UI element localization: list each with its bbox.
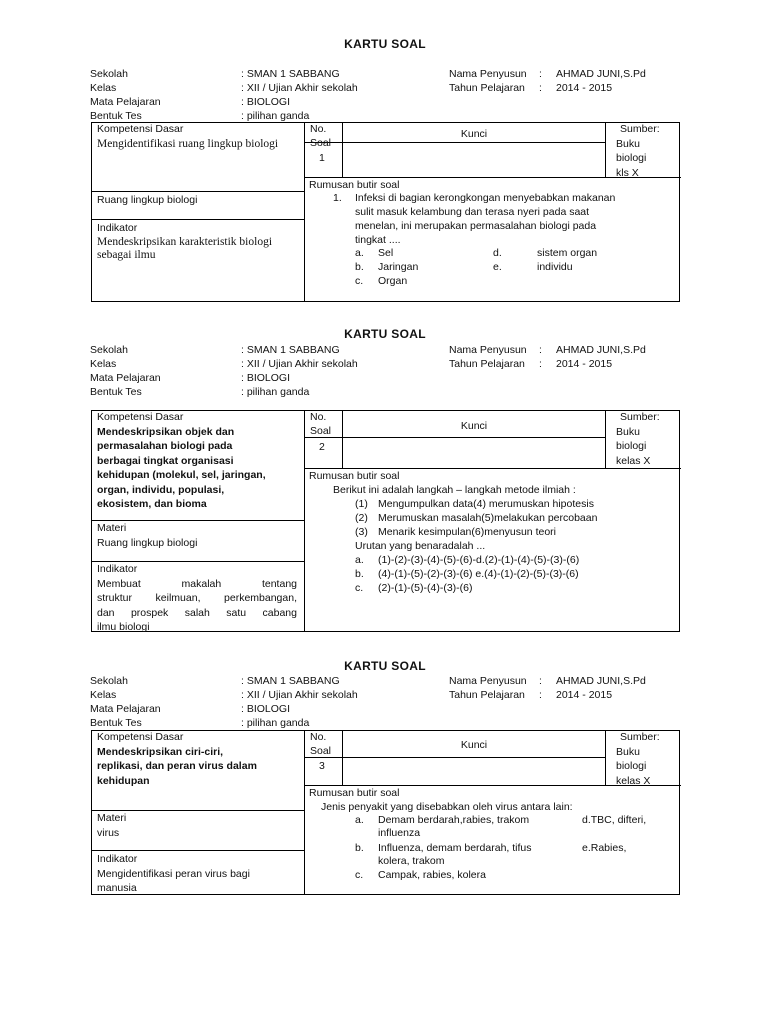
kelas-label: Kelas — [90, 689, 117, 701]
indikator-label: Indikator — [97, 222, 138, 234]
kd-line: Mendeskripsikan ciri-ciri, — [97, 745, 224, 758]
bentuk-value: : pilihan ganda — [241, 110, 310, 122]
kelas-value: : XII / Ujian Akhir sekolah — [241, 82, 358, 94]
rumusan-label: Rumusan butir soal — [309, 470, 400, 482]
kelas-label: Kelas — [90, 358, 117, 370]
no-value: 2 — [319, 441, 325, 453]
penyusun-colon: : — [539, 675, 542, 687]
no-value: 3 — [319, 760, 325, 772]
materi-label: Materi — [97, 812, 127, 824]
kd-line: Mendeskripsikan objek dan — [97, 425, 235, 438]
materi-text: Ruang lingkup biologi — [97, 194, 198, 206]
kd-line: kehidupan — [97, 774, 150, 787]
option-text-cont: influenza — [378, 827, 421, 839]
option-text-cont: kolera, trakom — [378, 855, 445, 867]
sumber-label: Sumber: — [620, 123, 660, 135]
bentuk-label: Bentuk Tes — [90, 110, 142, 122]
indikator-line: manusia — [97, 882, 137, 894]
kelas-value: : XII / Ujian Akhir sekolah — [241, 689, 358, 701]
penyusun-value: AHMAD JUNI,S.Pd — [556, 675, 646, 687]
option-text: Jaringan — [378, 261, 419, 273]
question-line: tingkat .... — [355, 234, 401, 246]
sumber-line: Buku — [616, 425, 640, 438]
mapel-label: Mata Pelajaran — [90, 96, 161, 108]
kelas-value: : XII / Ujian Akhir sekolah — [241, 358, 358, 370]
indikator-line: ilmu biologi — [97, 621, 150, 633]
materi-label: Materi — [97, 522, 127, 534]
option-text: Campak, rabies, kolera — [378, 869, 486, 881]
penyusun-colon: : — [539, 344, 542, 356]
no-label: No. — [310, 411, 327, 423]
mapel-label: Mata Pelajaran — [90, 703, 161, 715]
question-line: sulit masuk kelambung dan terasa nyeri pada saat — [355, 206, 590, 218]
option-letter: c. — [355, 582, 364, 594]
tahun-label: Tahun Pelajaran — [449, 358, 525, 370]
option-letter: a. — [355, 814, 364, 826]
sumber-line: biologi — [616, 152, 647, 164]
indikator-line: dan prospek salah satu cabang — [97, 606, 297, 619]
option-text: Organ — [378, 275, 408, 287]
step-number: (2) — [355, 512, 368, 524]
penyusun-label: Nama Penyusun — [449, 344, 527, 356]
step-number: (3) — [355, 526, 368, 538]
kd-line: kehidupan (molekul, sel, jaringan, — [97, 469, 266, 481]
penyusun-value: AHMAD JUNI,S.Pd — [556, 68, 646, 80]
option-text: Demam berdarah,rabies, trakom — [378, 814, 530, 826]
mapel-value: : BIOLOGI — [241, 96, 291, 108]
step-text: Merumuskan masalah(5)melakukan percobaan — [378, 512, 598, 524]
question-stem: Jenis penyakit yang disebabkan oleh virus antara lain: — [321, 801, 573, 813]
soal-table — [91, 730, 680, 895]
mapel-value: : BIOLOGI — [241, 372, 291, 384]
option-letter: a. — [355, 247, 364, 259]
kunci-label: Kunci — [460, 420, 488, 432]
tahun-value: 2014 - 2015 — [556, 358, 613, 370]
sekolah-label: Sekolah — [90, 344, 128, 356]
sumber-line: Buku — [616, 745, 640, 758]
no-label: No. — [310, 731, 327, 743]
materi-text: virus — [97, 826, 120, 839]
bentuk-value: : pilihan ganda — [241, 386, 310, 398]
option-letter: a. — [355, 554, 364, 566]
sumber-line: biologi — [616, 440, 647, 452]
sumber-line: kelas X — [616, 454, 651, 467]
bentuk-value: : pilihan ganda — [241, 717, 310, 729]
tahun-colon: : — [539, 358, 542, 370]
option-text: (1)-(2)-(3)-(4)-(5)-(6)-d.(2)-(1)-(4)-(5)-(3)-(6) — [378, 554, 580, 566]
question-number: 1. — [333, 192, 342, 204]
bentuk-label: Bentuk Tes — [90, 717, 142, 729]
question-line: Infeksi di bagian kerongkongan menyebabkan makanan — [355, 192, 616, 204]
option-letter: e. — [493, 261, 502, 273]
kd-label: Kompetensi Dasar — [97, 123, 184, 135]
option-text: Sel — [378, 247, 394, 259]
kd-line: organ, individu, populasi, — [97, 483, 225, 496]
option-extra: e.Rabies, — [582, 842, 627, 854]
urutan-text: Urutan yang benaradalah ... — [355, 540, 486, 552]
option-letter: b. — [355, 261, 364, 273]
tahun-label: Tahun Pelajaran — [449, 82, 525, 94]
penyusun-label: Nama Penyusun — [449, 68, 527, 80]
indikator-line: struktur keilmuan, perkembangan, — [97, 592, 297, 604]
option-letter: b. — [355, 568, 364, 580]
option-text: (2)-(1)-(5)-(4)-(3)-(6) — [378, 582, 473, 594]
penyusun-label: Nama Penyusun — [449, 675, 527, 687]
option-letter: c. — [355, 869, 364, 881]
soal-label: Soal — [310, 744, 332, 757]
option-letter: b. — [355, 842, 364, 854]
indikator-label: Indikator — [97, 853, 138, 865]
kunci-label: Kunci — [460, 128, 488, 140]
sumber-line: kelas X — [616, 774, 651, 787]
kelas-label: Kelas — [90, 82, 117, 94]
tahun-value: 2014 - 2015 — [556, 82, 613, 94]
sekolah-label: Sekolah — [90, 68, 128, 80]
question-stem: Berikut ini adalah langkah – langkah metode ilmiah : — [333, 484, 576, 496]
indikator-label: Indikator — [97, 563, 138, 575]
no-value: 1 — [319, 152, 325, 164]
soal-table — [91, 410, 680, 632]
indikator-line: Mengidentifikasi peran virus bagi — [97, 867, 250, 880]
option-text: Influenza, demam berdarah, tifus — [378, 842, 532, 854]
step-text: Menarik kesimpulan(6)menyusun teori — [378, 526, 556, 538]
soal-table — [91, 122, 680, 302]
no-label: No. — [310, 123, 327, 135]
penyusun-colon: : — [539, 68, 542, 80]
kd-line: berbagai tingkat organisasi — [97, 454, 234, 467]
sumber-line: kls X — [616, 166, 639, 179]
indikator-text: Mendeskripsikan karakteristik biologi sebagai ilmu — [97, 235, 273, 261]
mapel-label: Mata Pelajaran — [90, 372, 161, 384]
materi-text: Ruang lingkup biologi — [97, 536, 198, 549]
option-text: (4)-(1)-(5)-(2)-(3)-(6) e.(4)-(1)-(2)-(5)-(3)-(6) — [378, 568, 579, 580]
kd-line: replikasi, dan peran virus dalam — [97, 760, 257, 772]
bentuk-label: Bentuk Tes — [90, 386, 142, 398]
sekolah-value: : SMAN 1 SABBANG — [241, 675, 340, 687]
tahun-value: 2014 - 2015 — [556, 689, 613, 701]
sekolah-value: : SMAN 1 SABBANG — [241, 344, 340, 356]
mapel-value: : BIOLOGI — [241, 703, 291, 715]
tahun-colon: : — [539, 689, 542, 701]
kd-label: Kompetensi Dasar — [97, 731, 184, 743]
card-title: KARTU SOAL — [344, 327, 426, 341]
sekolah-value: : SMAN 1 SABBANG — [241, 68, 340, 80]
kd-line: ekosistem, dan bioma — [97, 498, 207, 510]
kd-line: permasalahan biologi pada — [97, 440, 233, 452]
option-text: sistem organ — [537, 247, 598, 259]
sumber-line: Buku — [616, 137, 640, 150]
kd-label: Kompetensi Dasar — [97, 411, 184, 423]
kd-text: Mengidentifikasi ruang lingkup biologi — [97, 137, 279, 150]
kunci-label: Kunci — [460, 739, 488, 751]
sumber-line: biologi — [616, 760, 647, 772]
option-text: individu — [537, 261, 573, 273]
rumusan-label: Rumusan butir soal — [309, 179, 400, 191]
soal-label: Soal — [310, 136, 332, 149]
option-letter: d. — [493, 247, 502, 259]
tahun-colon: : — [539, 82, 542, 94]
card-title: KARTU SOAL — [344, 659, 426, 673]
step-number: (1) — [355, 498, 368, 510]
tahun-label: Tahun Pelajaran — [449, 689, 525, 701]
indikator-line: Membuat makalah tentang — [97, 577, 297, 590]
card-title: KARTU SOAL — [344, 37, 426, 51]
penyusun-value: AHMAD JUNI,S.Pd — [556, 344, 646, 356]
sumber-label: Sumber: — [620, 411, 660, 423]
question-line: menelan, ini merupakan permasalahan biologi pada — [355, 220, 597, 232]
soal-label: Soal — [310, 424, 332, 437]
option-letter: c. — [355, 275, 364, 287]
sekolah-label: Sekolah — [90, 675, 128, 687]
sumber-label: Sumber: — [620, 731, 660, 743]
option-extra: d.TBC, difteri, — [582, 814, 647, 826]
step-text: Mengumpulkan data(4) merumuskan hipotesis — [378, 498, 594, 510]
rumusan-label: Rumusan butir soal — [309, 787, 400, 799]
